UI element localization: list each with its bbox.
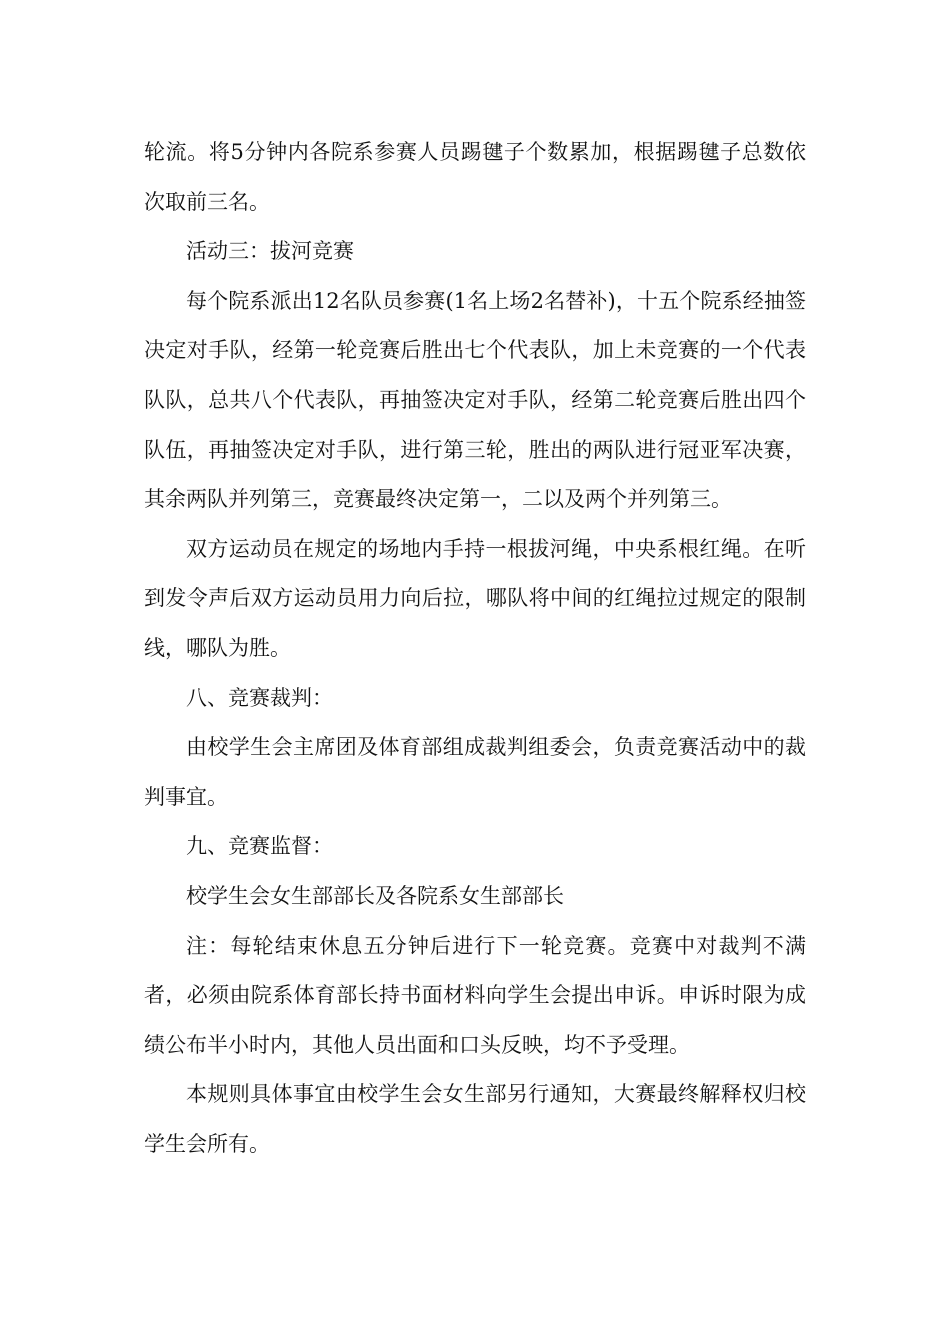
paragraph-tug-of-war-rules: 每个院系派出12名队员参赛(1名上场2名替补)，十五个院系经抽签决定对手队，经第一轮竞赛后胜出七个代表队，加上未竞赛的一个代表队队，总共八个代表队，再抽签决定对手队，经第二轮竞赛后胜出四个队伍，再抽签决定对手队，进行第三轮，胜出的两队进行冠亚军决赛，其余两队并列第三，竞赛最终决定第一，二以及两个并列第三。 [144, 288, 806, 512]
paragraph-supervision: 校学生会女生部部长及各院系女生部部长 [186, 883, 564, 908]
paragraph-continuation: 轮流。将5分钟内各院系参赛人员踢毽子个数累加，根据踢毽子总数依次取前三名。 [144, 140, 806, 214]
heading-section-nine: 九、竞赛监督： [186, 834, 333, 859]
heading-activity-three: 活动三：拔河竞赛 [186, 239, 354, 264]
paragraph-tug-of-war-method: 双方运动员在规定的场地内手持一根拔河绳，中央系根红绳。在听到发令声后双方运动员用力向后拉，哪队将中间的红绳拉过规定的限制线，哪队为胜。 [144, 536, 806, 660]
heading-section-eight: 八、竞赛裁判： [186, 685, 333, 710]
paragraph-referee: 由校学生会主席团及体育部组成裁判组委会，负责竞赛活动中的裁判事宜。 [144, 735, 806, 809]
paragraph-final-interpretation: 本规则具体事宜由校学生会女生部另行通知，大赛最终解释权归校学生会所有。 [144, 1082, 806, 1156]
document-body [144, 128, 806, 1169]
paragraph-note: 注：每轮结束休息五分钟后进行下一轮竞赛。竞赛中对裁判不满者，必须由院系体育部长持书面材料向学生会提出申诉。申诉时限为成绩公布半小时内，其他人员出面和口头反映，均不予受理。 [144, 933, 806, 1057]
